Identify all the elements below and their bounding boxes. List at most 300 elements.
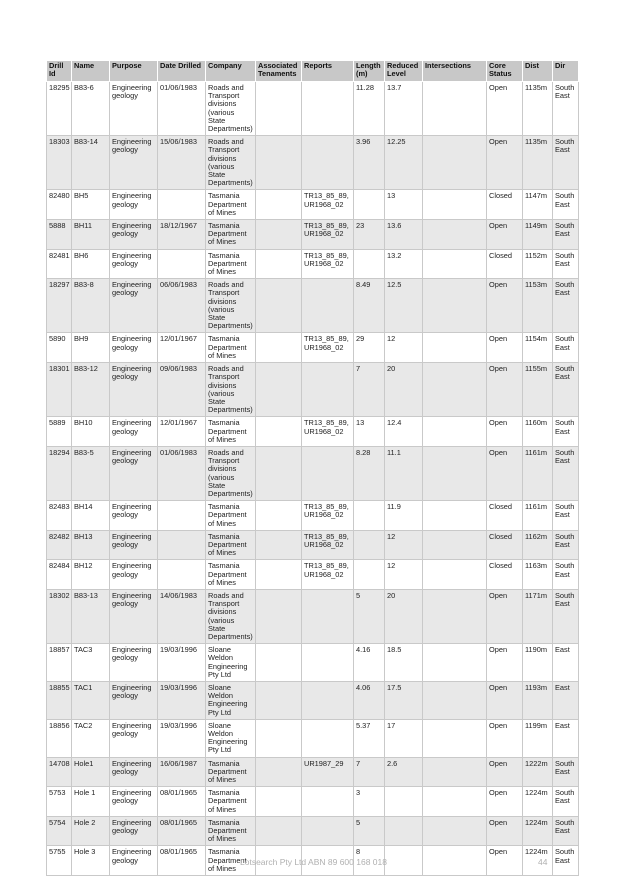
column-header: Dir <box>553 61 579 82</box>
table-cell: Hole1 <box>72 757 110 787</box>
table-cell <box>158 560 206 590</box>
table-cell: 11.1 <box>385 446 423 500</box>
table-cell: 13 <box>354 417 385 447</box>
table-cell: 7 <box>354 757 385 787</box>
table-cell <box>354 530 385 560</box>
table-cell: Engineering geology <box>110 136 158 190</box>
table-cell: Roads and Transport divisions (various State Departments) <box>206 279 256 333</box>
table-cell: 18302 <box>47 589 72 643</box>
table-cell: 17.5 <box>385 682 423 720</box>
table-cell: Open <box>487 589 523 643</box>
table-cell <box>423 190 487 220</box>
table-cell <box>302 446 354 500</box>
table-cell: Roads and Transport divisions (various State Departments) <box>206 589 256 643</box>
table-cell: 1135m <box>523 82 553 136</box>
table-cell: BH13 <box>72 530 110 560</box>
table-cell: 3.96 <box>354 136 385 190</box>
table-cell: TR13_85_89, UR1968_02 <box>302 333 354 363</box>
table-cell <box>302 644 354 682</box>
table-cell: 19/03/1996 <box>158 719 206 757</box>
table-cell <box>423 682 487 720</box>
table-row <box>47 757 579 787</box>
table-cell: East <box>553 719 579 757</box>
table-cell: South East <box>553 136 579 190</box>
table-cell: 18301 <box>47 363 72 417</box>
table-cell <box>256 333 302 363</box>
table-cell: 2.6 <box>385 757 423 787</box>
table-cell: B83-6 <box>72 82 110 136</box>
table-cell: Open <box>487 279 523 333</box>
table-cell <box>302 136 354 190</box>
table-cell: 08/01/1965 <box>158 846 206 876</box>
table-cell: 1155m <box>523 363 553 417</box>
table-cell: Engineering geology <box>110 220 158 250</box>
table-cell: 5.37 <box>354 719 385 757</box>
table-cell: 18856 <box>47 719 72 757</box>
table-cell: Engineering geology <box>110 787 158 817</box>
column-header: Dist <box>523 61 553 82</box>
table-cell <box>423 333 487 363</box>
table-cell: 01/06/1983 <box>158 82 206 136</box>
table-cell: 1162m <box>523 530 553 560</box>
table-cell <box>256 530 302 560</box>
table-cell <box>354 249 385 279</box>
table-cell: Closed <box>487 190 523 220</box>
column-header: Reports <box>302 61 354 82</box>
table-cell: 1193m <box>523 682 553 720</box>
table-cell <box>354 501 385 531</box>
table-cell: South East <box>553 220 579 250</box>
table-cell: Engineering geology <box>110 82 158 136</box>
table-cell <box>385 787 423 817</box>
table-cell: 5890 <box>47 333 72 363</box>
table-cell: Engineering geology <box>110 333 158 363</box>
table-cell: 08/01/1965 <box>158 787 206 817</box>
table-row <box>47 682 579 720</box>
table-cell: 82480 <box>47 190 72 220</box>
table-cell: 12.5 <box>385 279 423 333</box>
table-cell <box>302 82 354 136</box>
table-cell <box>423 363 487 417</box>
table-cell: Open <box>487 719 523 757</box>
table-cell: 13 <box>385 190 423 220</box>
table-cell: South East <box>553 787 579 817</box>
table-cell: TAC3 <box>72 644 110 682</box>
table-cell: 1152m <box>523 249 553 279</box>
table-cell <box>302 719 354 757</box>
table-cell: Roads and Transport divisions (various State Departments) <box>206 363 256 417</box>
table-cell: Open <box>487 220 523 250</box>
table-cell: 8 <box>354 846 385 876</box>
table-row <box>47 530 579 560</box>
table-cell <box>302 589 354 643</box>
page-number: 44 <box>538 857 548 867</box>
table-cell: 1153m <box>523 279 553 333</box>
table-cell: Engineering geology <box>110 249 158 279</box>
table-cell: 1154m <box>523 333 553 363</box>
table-cell: Closed <box>487 501 523 531</box>
table-cell: TR13_85_89, UR1968_02 <box>302 190 354 220</box>
table-cell: 12/01/1967 <box>158 417 206 447</box>
table-row <box>47 417 579 447</box>
table-cell <box>158 530 206 560</box>
table-cell <box>423 136 487 190</box>
table-cell: Tasmania Department of Mines <box>206 757 256 787</box>
table-cell: TR13_85_89, UR1968_02 <box>302 501 354 531</box>
table-cell: 5754 <box>47 816 72 846</box>
column-header: Drill Id <box>47 61 72 82</box>
table-cell: 18295 <box>47 82 72 136</box>
table-cell: 4.16 <box>354 644 385 682</box>
table-row <box>47 501 579 531</box>
table-cell: Engineering geology <box>110 846 158 876</box>
table-cell: 09/06/1983 <box>158 363 206 417</box>
table-cell: Engineering geology <box>110 719 158 757</box>
table-cell: 11.9 <box>385 501 423 531</box>
table-cell: Open <box>487 363 523 417</box>
table-cell: South East <box>553 190 579 220</box>
table-cell: TR13_85_89, UR1968_02 <box>302 417 354 447</box>
table-cell <box>256 719 302 757</box>
table-cell <box>256 682 302 720</box>
table-cell: 13.7 <box>385 82 423 136</box>
column-header: Purpose <box>110 61 158 82</box>
table-cell: Hole 2 <box>72 816 110 846</box>
table-cell <box>423 560 487 590</box>
column-header: Associated Tenaments <box>256 61 302 82</box>
table-cell: 15/06/1983 <box>158 136 206 190</box>
table-cell: TR13_85_89, UR1968_02 <box>302 560 354 590</box>
table-cell: Closed <box>487 530 523 560</box>
table-cell <box>423 279 487 333</box>
table-cell: 5 <box>354 816 385 846</box>
table-cell <box>256 249 302 279</box>
table-cell: 14/06/1983 <box>158 589 206 643</box>
table-cell: Engineering geology <box>110 682 158 720</box>
table-cell: 13.2 <box>385 249 423 279</box>
table-row <box>47 82 579 136</box>
table-cell: Roads and Transport divisions (various State Departments) <box>206 446 256 500</box>
table-cell <box>354 560 385 590</box>
table-cell: 08/01/1965 <box>158 816 206 846</box>
column-header: Name <box>72 61 110 82</box>
table-cell <box>256 363 302 417</box>
table-cell: BH12 <box>72 560 110 590</box>
table-cell <box>158 249 206 279</box>
table-cell <box>158 501 206 531</box>
table-row <box>47 589 579 643</box>
table-cell: Engineering geology <box>110 501 158 531</box>
table-cell: BH10 <box>72 417 110 447</box>
table-cell: 12.25 <box>385 136 423 190</box>
table-cell: East <box>553 644 579 682</box>
table-cell: South East <box>553 816 579 846</box>
table-cell: Tasmania Department of Mines <box>206 846 256 876</box>
table-cell: Sloane Weldon Engineering Pty Ltd <box>206 644 256 682</box>
table-cell: 82483 <box>47 501 72 531</box>
table-cell: BH9 <box>72 333 110 363</box>
table-cell: Open <box>487 446 523 500</box>
table-cell <box>423 249 487 279</box>
table-cell: Sloane Weldon Engineering Pty Ltd <box>206 682 256 720</box>
table-header-row <box>47 61 579 82</box>
table-cell: Engineering geology <box>110 417 158 447</box>
table-cell: South East <box>553 846 579 876</box>
table-cell <box>256 136 302 190</box>
table-cell: Engineering geology <box>110 530 158 560</box>
table-cell: Open <box>487 846 523 876</box>
table-cell: South East <box>553 446 579 500</box>
table-cell: Engineering geology <box>110 589 158 643</box>
table-cell: South East <box>553 279 579 333</box>
table-cell: 12/01/1967 <box>158 333 206 363</box>
table-cell: 20 <box>385 589 423 643</box>
table-cell: 82484 <box>47 560 72 590</box>
table-cell: Tasmania Department of Mines <box>206 249 256 279</box>
table-cell: 82482 <box>47 530 72 560</box>
table-cell: BH11 <box>72 220 110 250</box>
table-cell: Hole 1 <box>72 787 110 817</box>
table-row <box>47 136 579 190</box>
table-cell: 19/03/1996 <box>158 682 206 720</box>
table-cell <box>423 220 487 250</box>
table-cell <box>256 501 302 531</box>
table-cell: Hole 3 <box>72 846 110 876</box>
table-cell <box>256 220 302 250</box>
table-cell: South East <box>553 249 579 279</box>
table-cell: BH14 <box>72 501 110 531</box>
column-header: Core Status <box>487 61 523 82</box>
table-row <box>47 279 579 333</box>
table-cell: 1147m <box>523 190 553 220</box>
table-cell <box>256 82 302 136</box>
table-cell: 82481 <box>47 249 72 279</box>
table-cell <box>256 279 302 333</box>
table-cell: Open <box>487 682 523 720</box>
table-cell: Roads and Transport divisions (various State Departments) <box>206 136 256 190</box>
table-cell <box>302 787 354 817</box>
table-cell <box>423 644 487 682</box>
table-cell: 1224m <box>523 846 553 876</box>
table-cell: Roads and Transport divisions (various State Departments) <box>206 82 256 136</box>
table-cell: South East <box>553 82 579 136</box>
table-cell <box>158 190 206 220</box>
table-cell: 5 <box>354 589 385 643</box>
table-cell: Open <box>487 757 523 787</box>
table-cell: 7 <box>354 363 385 417</box>
table-cell: South East <box>553 417 579 447</box>
table-cell: 18.5 <box>385 644 423 682</box>
table-cell <box>423 589 487 643</box>
table-cell: Tasmania Department of Mines <box>206 787 256 817</box>
table-cell: B83-5 <box>72 446 110 500</box>
table-cell: Open <box>487 333 523 363</box>
table-cell: Tasmania Department of Mines <box>206 560 256 590</box>
table-cell: Tasmania Department of Mines <box>206 417 256 447</box>
column-header: Date Drilled <box>158 61 206 82</box>
table-cell: Tasmania Department of Mines <box>206 220 256 250</box>
table-cell: South East <box>553 589 579 643</box>
table-cell: 1224m <box>523 787 553 817</box>
footer-company: Lotsearch Pty Ltd ABN 89 600 168 018 <box>240 857 387 867</box>
table-cell: 23 <box>354 220 385 250</box>
table-cell <box>423 530 487 560</box>
table-cell: South East <box>553 363 579 417</box>
table-cell <box>302 682 354 720</box>
table-cell: 06/06/1983 <box>158 279 206 333</box>
table-cell: 1224m <box>523 816 553 846</box>
table-cell <box>423 501 487 531</box>
table-cell: 5888 <box>47 220 72 250</box>
table-cell: 12 <box>385 530 423 560</box>
table-cell: Engineering geology <box>110 190 158 220</box>
table-row <box>47 190 579 220</box>
table-cell: Engineering geology <box>110 446 158 500</box>
table-cell: 18855 <box>47 682 72 720</box>
table-cell: Open <box>487 644 523 682</box>
table-cell: 1161m <box>523 501 553 531</box>
table-cell <box>302 816 354 846</box>
table-cell: South East <box>553 333 579 363</box>
table-row <box>47 560 579 590</box>
table-cell: 5753 <box>47 787 72 817</box>
table-cell: 14708 <box>47 757 72 787</box>
table-cell: 13.6 <box>385 220 423 250</box>
table-row <box>47 333 579 363</box>
table-cell: TAC2 <box>72 719 110 757</box>
table-cell <box>423 757 487 787</box>
table-cell: 1190m <box>523 644 553 682</box>
table-cell: Closed <box>487 249 523 279</box>
table-cell: Open <box>487 82 523 136</box>
column-header: Length (m) <box>354 61 385 82</box>
table-cell: 12 <box>385 560 423 590</box>
table-cell <box>302 279 354 333</box>
table-row <box>47 249 579 279</box>
table-row <box>47 719 579 757</box>
table-cell: 1171m <box>523 589 553 643</box>
table-cell: Engineering geology <box>110 279 158 333</box>
table-cell <box>256 560 302 590</box>
table-cell: South East <box>553 757 579 787</box>
table-cell <box>385 816 423 846</box>
table-cell: 3 <box>354 787 385 817</box>
drill-holes-table <box>46 60 579 876</box>
table-cell: 12.4 <box>385 417 423 447</box>
table-cell: 12 <box>385 333 423 363</box>
table-cell: Tasmania Department of Mines <box>206 333 256 363</box>
table-cell <box>423 816 487 846</box>
table-cell: 8.49 <box>354 279 385 333</box>
table-cell <box>423 846 487 876</box>
table-cell: UR1987_29 <box>302 757 354 787</box>
table-cell: Open <box>487 787 523 817</box>
table-cell: Open <box>487 136 523 190</box>
table-cell: TAC1 <box>72 682 110 720</box>
table-cell: Engineering geology <box>110 816 158 846</box>
table-cell: TR13_85_89, UR1968_02 <box>302 530 354 560</box>
table-cell: 1222m <box>523 757 553 787</box>
table-cell: 18857 <box>47 644 72 682</box>
table-cell: BH5 <box>72 190 110 220</box>
table-cell: Closed <box>487 560 523 590</box>
table-cell: 18294 <box>47 446 72 500</box>
table-cell: Open <box>487 816 523 846</box>
table-cell: Tasmania Department of Mines <box>206 501 256 531</box>
table-row <box>47 220 579 250</box>
table-cell: 1163m <box>523 560 553 590</box>
table-cell: Open <box>487 417 523 447</box>
table-cell: 19/03/1996 <box>158 644 206 682</box>
table-row <box>47 363 579 417</box>
table-cell: 1160m <box>523 417 553 447</box>
table-cell: 8.28 <box>354 446 385 500</box>
table-cell: South East <box>553 560 579 590</box>
table-cell: 5889 <box>47 417 72 447</box>
table-cell <box>423 417 487 447</box>
table-cell: TR13_85_89, UR1968_02 <box>302 220 354 250</box>
table-cell <box>423 446 487 500</box>
table-cell: Tasmania Department of Mines <box>206 530 256 560</box>
table-cell <box>423 787 487 817</box>
table-cell: East <box>553 682 579 720</box>
table-cell: 1161m <box>523 446 553 500</box>
table-cell <box>423 719 487 757</box>
table-cell: B83-12 <box>72 363 110 417</box>
table-cell: 5755 <box>47 846 72 876</box>
table-cell: B83-14 <box>72 136 110 190</box>
column-header: Company <box>206 61 256 82</box>
table-row <box>47 446 579 500</box>
table-cell <box>302 363 354 417</box>
table-row <box>47 787 579 817</box>
table-cell <box>256 589 302 643</box>
table-cell <box>256 446 302 500</box>
table-cell: Sloane Weldon Engineering Pty Ltd <box>206 719 256 757</box>
table-cell: BH6 <box>72 249 110 279</box>
table-cell <box>354 190 385 220</box>
table-cell: Engineering geology <box>110 560 158 590</box>
table-cell: 17 <box>385 719 423 757</box>
table-cell <box>385 846 423 876</box>
table-cell <box>256 417 302 447</box>
column-header: Intersections <box>423 61 487 82</box>
table-row <box>47 644 579 682</box>
table-cell: South East <box>553 530 579 560</box>
table-cell <box>423 82 487 136</box>
table-cell: TR13_85_89, UR1968_02 <box>302 249 354 279</box>
table-cell: 18297 <box>47 279 72 333</box>
table-cell: Engineering geology <box>110 363 158 417</box>
table-cell: 18303 <box>47 136 72 190</box>
table-cell: Engineering geology <box>110 644 158 682</box>
table-cell: 1135m <box>523 136 553 190</box>
table-cell: 1199m <box>523 719 553 757</box>
table-cell: 16/06/1987 <box>158 757 206 787</box>
table-cell: Tasmania Department of Mines <box>206 190 256 220</box>
table-cell: 29 <box>354 333 385 363</box>
table-cell: 11.28 <box>354 82 385 136</box>
table-body <box>47 82 579 876</box>
table-cell: 01/06/1983 <box>158 446 206 500</box>
table-cell: South East <box>553 501 579 531</box>
column-header: Reduced Level <box>385 61 423 82</box>
table-cell: B83-8 <box>72 279 110 333</box>
table-cell: 18/12/1967 <box>158 220 206 250</box>
table-cell <box>256 787 302 817</box>
table-cell <box>256 190 302 220</box>
table-row <box>47 816 579 846</box>
